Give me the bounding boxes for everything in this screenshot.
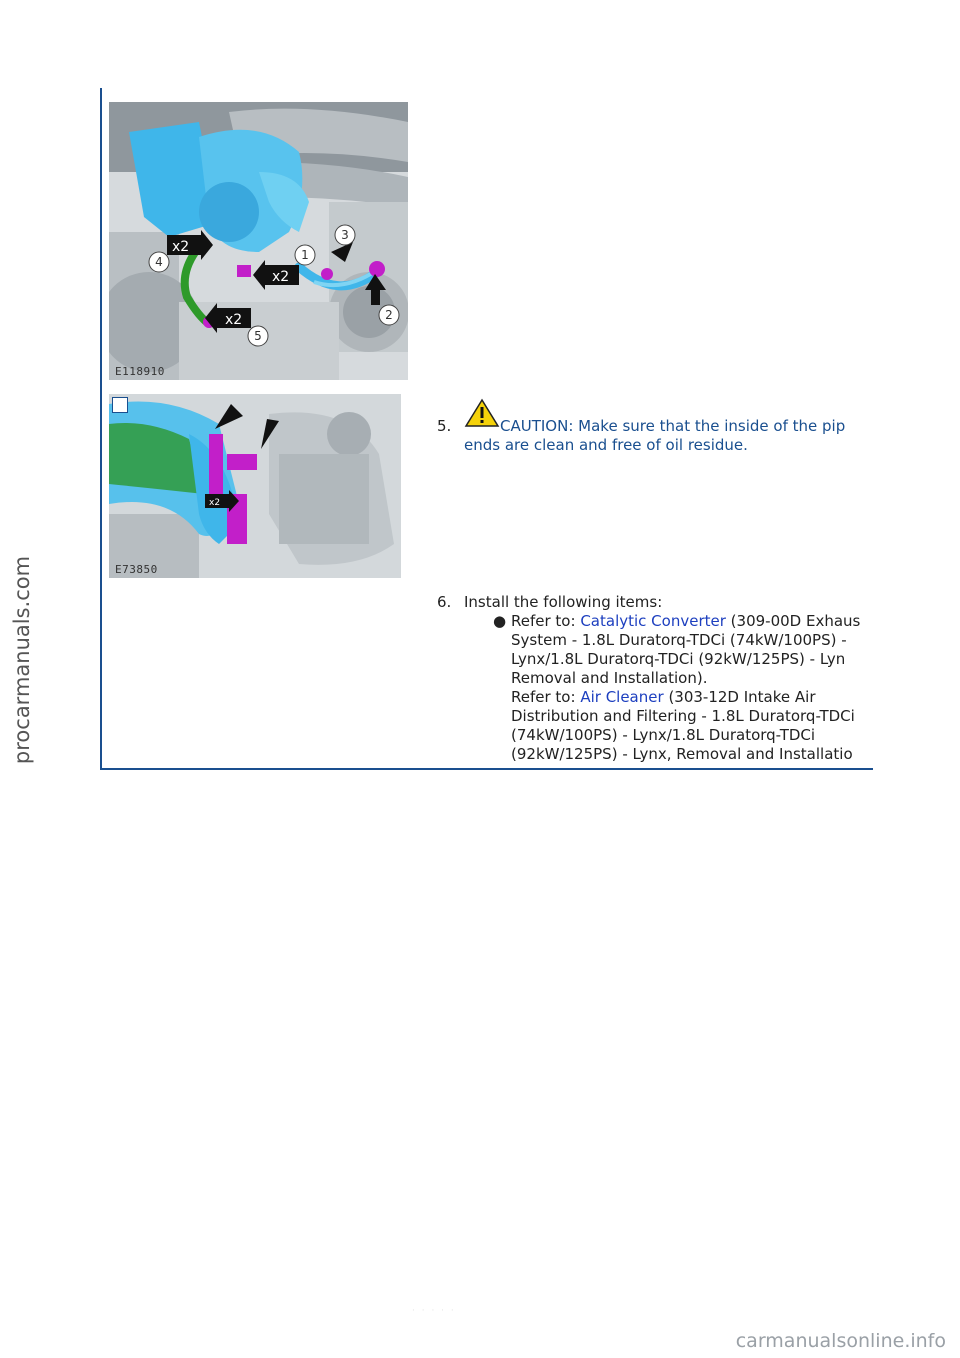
warning-icon [464, 398, 500, 428]
multiplier-label: x2 [209, 498, 221, 508]
caution-text-line-2: ends are clean and free of oil residue. [464, 436, 748, 454]
multiplier-label: x2 [172, 239, 190, 255]
step-5-number: 5. [437, 417, 452, 435]
side-watermark-text: procarmanuals.com [10, 555, 34, 765]
reference-line-2: System - 1.8L Duratorq-TDCi (74kW/100PS) - [511, 631, 847, 649]
reference-line-1 [511, 612, 873, 631]
step-6-number: 6. [437, 593, 452, 611]
ref-text: (309-00D Exhaus [730, 612, 861, 630]
content-frame-left-border [100, 88, 102, 770]
reference-line-7: (74kW/100PS) - Lynx/1.8L Duratorq-TDCi [511, 726, 816, 744]
zoom-icon[interactable] [112, 397, 128, 413]
air-cleaner-link[interactable]: Air Cleaner [580, 688, 664, 706]
step-6-intro: Install the following items: [464, 593, 663, 611]
multiplier-label: x2 [225, 312, 243, 328]
side-watermark [4, 555, 40, 765]
footer-watermark: carmanualsonline.info [735, 1330, 946, 1352]
callout-4: 4 [155, 255, 163, 269]
figure-code: E118910 [115, 365, 165, 378]
callout-3: 3 [341, 228, 349, 242]
footer-faint-marks: · · · · · [412, 1306, 456, 1316]
figure-illustration [109, 102, 408, 380]
caution-text-line-1: Make sure that the inside of the pip [578, 417, 846, 435]
reference-line-6: Distribution and Filtering - 1.8L Duratorq-TDCi [511, 707, 855, 725]
bullet-icon: ● [493, 612, 507, 630]
ref-text: (303-12D Intake Air [668, 688, 816, 706]
step-5-caution [464, 398, 873, 438]
content-frame-bottom-border [100, 768, 873, 770]
figure-code: E73850 [115, 563, 158, 576]
catalytic-converter-link[interactable]: Catalytic Converter [580, 612, 726, 630]
multiplier-label: x2 [272, 269, 290, 285]
figure-turbocharger-pipe [109, 394, 401, 578]
ref-prefix: Refer to: [511, 612, 576, 630]
callout-1: 1 [301, 248, 309, 262]
reference-line-8: (92kW/125PS) - Lynx, Removal and Installatio [511, 745, 853, 763]
caution-label: CAUTION: [500, 417, 574, 435]
callout-5: 5 [254, 329, 262, 343]
reference-line-5 [511, 688, 873, 707]
figure-turbocharger-oil-lines [109, 102, 408, 380]
reference-line-3: Lynx/1.8L Duratorq-TDCi (92kW/125PS) - Lyn [511, 650, 846, 668]
figure-illustration [109, 394, 401, 578]
reference-line-4: Removal and Installation). [511, 669, 708, 687]
ref-prefix: Refer to: [511, 688, 576, 706]
callout-2: 2 [385, 308, 393, 322]
